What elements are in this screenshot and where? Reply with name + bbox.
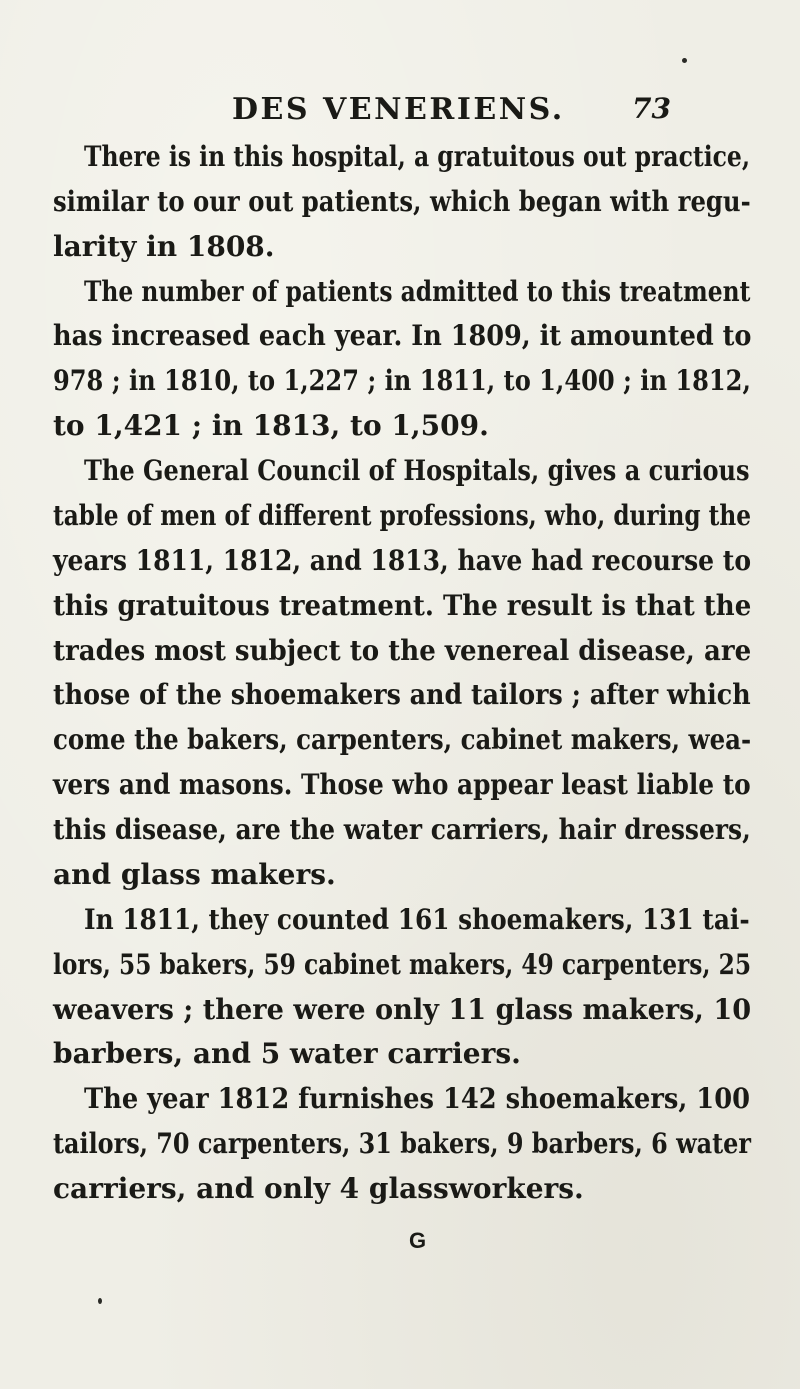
text-line: years 1811, 1812, and 1813, have had recourse to — [53, 544, 752, 577]
text-line: weavers ; there were only 11 glass makers, 10 — [53, 993, 752, 1026]
text-line: In 1811, they counted 161 shoemakers, 131 tai- — [84, 903, 750, 936]
text-line: larity in 1808. — [53, 230, 275, 263]
ink-speck — [98, 1298, 102, 1304]
text-line: to 1,421 ; in 1813, to 1,509. — [53, 409, 489, 442]
text-line: lors, 55 bakers, 59 cabinet makers, 49 carpenters, 25 — [53, 948, 752, 981]
text-line: There is in this hospital, a gratuitous out practice, — [84, 140, 751, 173]
ink-speck — [682, 58, 687, 63]
text-line: come the bakers, carpenters, cabinet makers, wea- — [53, 723, 752, 756]
text-line: those of the shoemakers and tailors ; after which — [53, 678, 751, 711]
text-line: The number of patients admitted to this treatment — [84, 275, 751, 308]
text-line: The year 1812 furnishes 142 shoemakers, 100 — [84, 1082, 750, 1115]
text-line: similar to our out patients, which began with regu- — [53, 185, 751, 218]
text-line: carriers, and only 4 glassworkers. — [53, 1172, 584, 1205]
text-line: 978 ; in 1810, to 1,227 ; in 1811, to 1,400 ; in 1812, — [53, 364, 751, 397]
text-line: and glass makers. — [53, 858, 336, 891]
text-line: vers and masons. Those who appear least liable to — [53, 768, 751, 801]
page-number: 73 — [632, 92, 671, 125]
text-line: The General Council of Hospitals, gives a curious — [84, 454, 750, 487]
text-line: this disease, are the water carriers, hair dressers, — [53, 813, 751, 846]
text-line: tailors, 70 carpenters, 31 bakers, 9 barbers, 6 water — [53, 1127, 751, 1160]
text-line: this gratuitous treatment. The result is that the — [53, 589, 752, 622]
text-line: barbers, and 5 water carriers. — [53, 1037, 521, 1070]
running-title: DES VENERIENS. — [232, 92, 565, 127]
text-line: table of men of different professions, who, during the — [53, 499, 752, 532]
text-line: trades most subject to the venereal disease, are — [53, 634, 752, 667]
signature-mark: G — [409, 1228, 427, 1253]
page-header — [0, 92, 800, 132]
text-line: has increased each year. In 1809, it amounted to — [53, 319, 752, 352]
